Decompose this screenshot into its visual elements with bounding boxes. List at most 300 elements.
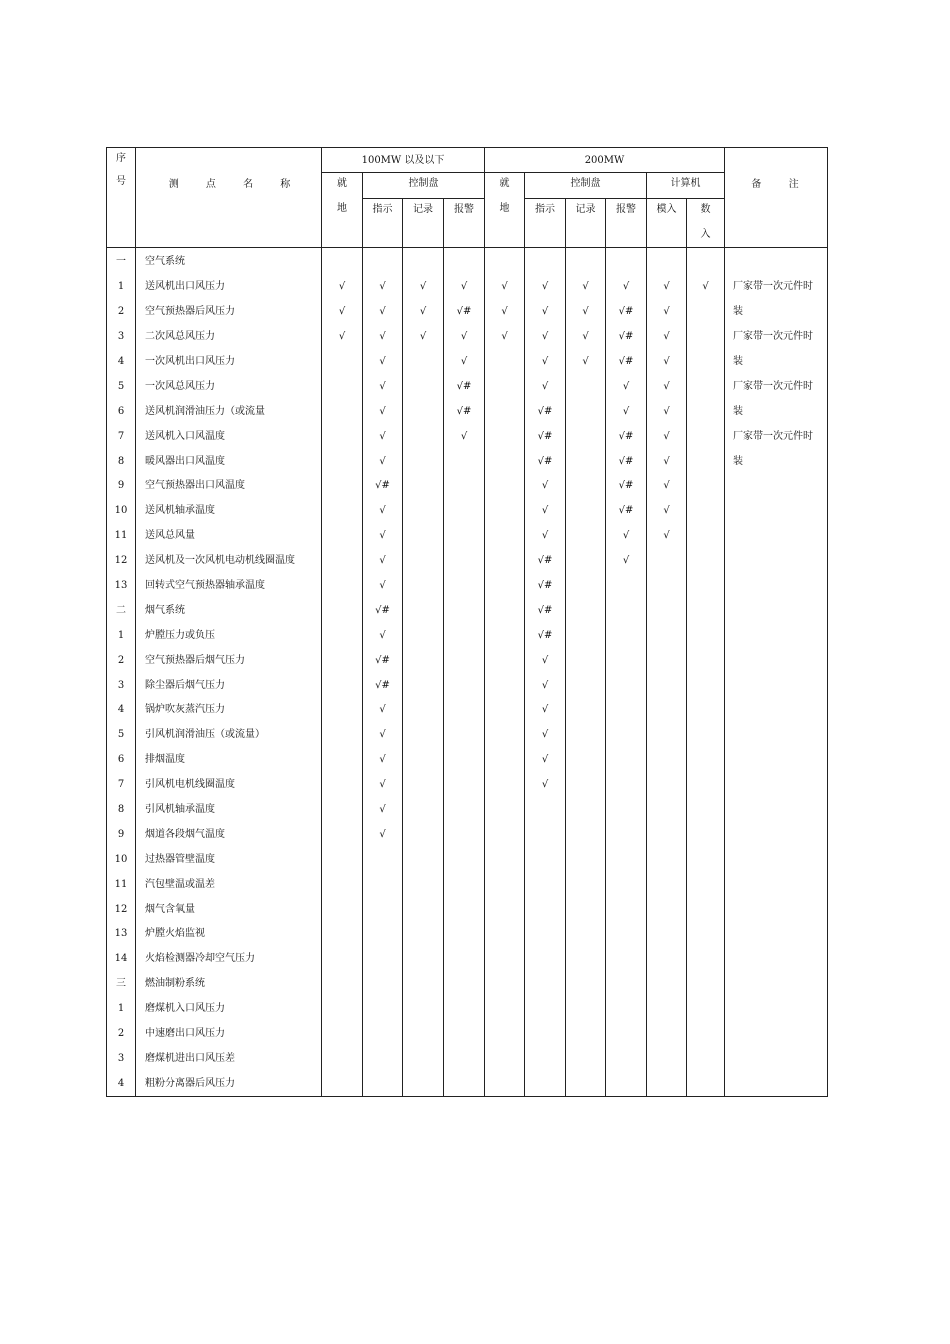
row-remark <box>725 922 828 947</box>
row-record-100-mark <box>403 549 444 574</box>
row-record-200-mark <box>566 1071 606 1096</box>
row-local-200-mark <box>485 648 525 673</box>
row-local-200-mark <box>485 773 525 798</box>
row-point-name: 送风机入口风温度 <box>136 424 322 449</box>
row-remark: 装 <box>725 300 828 325</box>
row-remark <box>725 623 828 648</box>
row-digital-in-mark <box>687 897 725 922</box>
row-point-name: 二次风总风压力 <box>136 325 322 350</box>
header-control-panel-200 <box>525 173 647 199</box>
row-alarm-100-mark <box>444 499 485 524</box>
table-row <box>107 723 828 748</box>
row-seq: 一 <box>107 248 136 275</box>
header-group-100-label: 100MW 以及以下 <box>361 155 445 166</box>
row-local-200-mark <box>485 574 525 599</box>
row-seq: 5 <box>107 374 136 399</box>
row-remark: 装 <box>725 449 828 474</box>
row-alarm-100-mark <box>444 972 485 997</box>
row-point-name: 引风机电机线圈温度 <box>136 773 322 798</box>
table-row <box>107 972 828 997</box>
row-alarm-200-mark <box>606 623 647 648</box>
row-record-100-mark <box>403 449 444 474</box>
row-analog-in-mark <box>647 623 687 648</box>
row-record-100-mark <box>403 972 444 997</box>
row-local-100-mark <box>322 574 363 599</box>
row-record-200-mark <box>566 248 606 275</box>
row-record-200-mark <box>566 872 606 897</box>
row-record-200-mark <box>566 847 606 872</box>
header-local-100-top: 就 <box>337 178 347 189</box>
row-local-100-mark <box>322 248 363 275</box>
row-indicate-200-mark <box>525 1022 566 1047</box>
row-indicate-200-mark: √ <box>525 499 566 524</box>
table-row <box>107 748 828 773</box>
table-row <box>107 474 828 499</box>
header-analog-in <box>647 199 687 248</box>
row-remark <box>725 648 828 673</box>
row-seq: 5 <box>107 723 136 748</box>
row-indicate-100-mark: √ <box>363 275 403 300</box>
row-digital-in-mark <box>687 872 725 897</box>
row-digital-in-mark <box>687 598 725 623</box>
row-alarm-200-mark: √# <box>606 300 647 325</box>
row-indicate-100-mark <box>363 972 403 997</box>
row-record-100-mark <box>403 399 444 424</box>
table-row <box>107 798 828 823</box>
header-control-panel-200-label: 控制盘 <box>570 178 601 189</box>
row-indicate-100-mark: √ <box>363 399 403 424</box>
row-point-name: 送风机出口风压力 <box>136 275 322 300</box>
row-analog-in-mark: √ <box>647 424 687 449</box>
row-local-100-mark <box>322 922 363 947</box>
row-indicate-100-mark: √ <box>363 549 403 574</box>
row-alarm-200-mark <box>606 798 647 823</box>
row-remark <box>725 598 828 623</box>
header-indicate-100-label: 指示 <box>372 204 393 215</box>
row-remark: 厂家带一次元件时 <box>725 275 828 300</box>
row-digital-in-mark <box>687 474 725 499</box>
row-seq: 12 <box>107 897 136 922</box>
row-seq: 13 <box>107 574 136 599</box>
header-seq <box>107 148 136 248</box>
header-digital-in <box>687 199 725 248</box>
row-seq: 3 <box>107 1047 136 1072</box>
row-record-200-mark: √ <box>566 300 606 325</box>
row-record-100-mark <box>403 922 444 947</box>
row-analog-in-mark <box>647 549 687 574</box>
row-digital-in-mark <box>687 325 725 350</box>
header-indicate-200 <box>525 199 566 248</box>
row-seq: 9 <box>107 822 136 847</box>
row-point-name: 烟气系统 <box>136 598 322 623</box>
row-alarm-100-mark: √# <box>444 300 485 325</box>
row-analog-in-mark <box>647 698 687 723</box>
row-record-100-mark <box>403 248 444 275</box>
row-digital-in-mark <box>687 773 725 798</box>
row-seq: 2 <box>107 300 136 325</box>
row-indicate-100-mark: √ <box>363 499 403 524</box>
row-indicate-200-mark: √ <box>525 350 566 375</box>
row-alarm-100-mark: √# <box>444 374 485 399</box>
row-indicate-200-mark <box>525 822 566 847</box>
row-alarm-100-mark <box>444 773 485 798</box>
row-indicate-200-mark: √ <box>525 698 566 723</box>
table-row <box>107 399 828 424</box>
row-local-100-mark <box>322 1071 363 1096</box>
header-local-100-bottom: 地 <box>337 203 347 214</box>
row-indicate-100-mark: √ <box>363 300 403 325</box>
row-alarm-200-mark <box>606 872 647 897</box>
row-alarm-100-mark <box>444 1071 485 1096</box>
row-record-100-mark <box>403 623 444 648</box>
row-point-name: 引风机轴承温度 <box>136 798 322 823</box>
row-record-100-mark <box>403 1047 444 1072</box>
row-local-200-mark: √ <box>485 325 525 350</box>
row-digital-in-mark <box>687 374 725 399</box>
row-indicate-200-mark <box>525 1071 566 1096</box>
row-indicate-200-mark <box>525 798 566 823</box>
row-indicate-200-mark: √ <box>525 325 566 350</box>
row-record-200-mark <box>566 723 606 748</box>
row-indicate-200-mark: √ <box>525 748 566 773</box>
row-local-100-mark <box>322 723 363 748</box>
row-indicate-200-mark: √# <box>525 598 566 623</box>
row-analog-in-mark <box>647 723 687 748</box>
row-point-name: 烟道各段烟气温度 <box>136 822 322 847</box>
row-local-200-mark <box>485 524 525 549</box>
row-local-100-mark <box>322 623 363 648</box>
row-record-200-mark <box>566 997 606 1022</box>
row-seq: 12 <box>107 549 136 574</box>
row-record-200-mark <box>566 574 606 599</box>
row-analog-in-mark: √ <box>647 300 687 325</box>
row-local-200-mark <box>485 1022 525 1047</box>
row-record-200-mark <box>566 673 606 698</box>
row-local-100-mark <box>322 698 363 723</box>
row-point-name: 排烟温度 <box>136 748 322 773</box>
row-indicate-100-mark: √ <box>363 798 403 823</box>
row-alarm-200-mark: √ <box>606 524 647 549</box>
table-header <box>107 148 828 248</box>
row-indicate-200-mark: √ <box>525 374 566 399</box>
row-analog-in-mark <box>647 1022 687 1047</box>
row-remark <box>725 947 828 972</box>
row-analog-in-mark <box>647 972 687 997</box>
row-alarm-200-mark <box>606 648 647 673</box>
header-group-100 <box>322 148 485 173</box>
row-local-200-mark: √ <box>485 275 525 300</box>
header-local-200 <box>485 173 525 248</box>
header-digital-in-bottom: 入 <box>700 229 711 240</box>
row-record-200-mark: √ <box>566 350 606 375</box>
row-local-200-mark: √ <box>485 300 525 325</box>
table-row <box>107 648 828 673</box>
row-analog-in-mark: √ <box>647 325 687 350</box>
row-analog-in-mark: √ <box>647 474 687 499</box>
row-alarm-100-mark <box>444 847 485 872</box>
row-record-200-mark <box>566 474 606 499</box>
row-alarm-200-mark <box>606 1022 647 1047</box>
row-point-name: 炉膛火焰监视 <box>136 922 322 947</box>
table-row <box>107 1047 828 1072</box>
row-local-100-mark <box>322 598 363 623</box>
row-alarm-200-mark <box>606 773 647 798</box>
row-alarm-100-mark: √ <box>444 424 485 449</box>
table-row <box>107 325 828 350</box>
row-seq: 11 <box>107 524 136 549</box>
row-record-200-mark <box>566 399 606 424</box>
row-remark <box>725 524 828 549</box>
row-local-100-mark <box>322 524 363 549</box>
table-row <box>107 248 828 275</box>
row-point-name: 烟气含氧量 <box>136 897 322 922</box>
row-remark: 装 <box>725 399 828 424</box>
header-digital-in-top: 数 <box>700 204 711 215</box>
row-point-name: 引风机润滑油压（或流量） <box>136 723 322 748</box>
row-point-name: 送风机润滑油压力（或流量 <box>136 399 322 424</box>
row-digital-in-mark <box>687 350 725 375</box>
row-indicate-100-mark <box>363 997 403 1022</box>
row-local-100-mark <box>322 847 363 872</box>
row-alarm-200-mark: √# <box>606 449 647 474</box>
row-remark <box>725 1071 828 1096</box>
row-analog-in-mark <box>647 574 687 599</box>
row-seq: 7 <box>107 773 136 798</box>
row-local-200-mark <box>485 847 525 872</box>
row-alarm-100-mark <box>444 798 485 823</box>
row-record-100-mark <box>403 723 444 748</box>
row-record-200-mark <box>566 1022 606 1047</box>
row-alarm-100-mark <box>444 698 485 723</box>
row-analog-in-mark <box>647 598 687 623</box>
row-record-100-mark <box>403 997 444 1022</box>
row-local-200-mark <box>485 248 525 275</box>
row-local-100-mark: √ <box>322 275 363 300</box>
table-row <box>107 300 828 325</box>
row-indicate-100-mark: √ <box>363 374 403 399</box>
row-record-100-mark <box>403 872 444 897</box>
row-indicate-100-mark: √ <box>363 773 403 798</box>
row-indicate-200-mark <box>525 947 566 972</box>
row-point-name: 磨煤机入口风压力 <box>136 997 322 1022</box>
row-seq: 6 <box>107 748 136 773</box>
row-alarm-200-mark <box>606 897 647 922</box>
row-digital-in-mark <box>687 822 725 847</box>
header-group-200 <box>485 148 725 173</box>
row-record-100-mark <box>403 574 444 599</box>
row-record-200-mark <box>566 698 606 723</box>
row-point-name: 空气预热器后风压力 <box>136 300 322 325</box>
row-digital-in-mark <box>687 1022 725 1047</box>
row-remark <box>725 847 828 872</box>
row-record-100-mark <box>403 847 444 872</box>
row-analog-in-mark <box>647 773 687 798</box>
row-analog-in-mark <box>647 922 687 947</box>
row-local-100-mark <box>322 549 363 574</box>
row-record-100-mark <box>403 947 444 972</box>
row-record-100-mark <box>403 773 444 798</box>
row-seq: 8 <box>107 798 136 823</box>
measurement-point-table <box>106 147 828 1097</box>
row-remark <box>725 574 828 599</box>
row-alarm-200-mark: √# <box>606 350 647 375</box>
row-alarm-200-mark <box>606 748 647 773</box>
row-digital-in-mark <box>687 648 725 673</box>
row-remark: 装 <box>725 350 828 375</box>
row-digital-in-mark <box>687 723 725 748</box>
row-indicate-200-mark: √ <box>525 673 566 698</box>
row-analog-in-mark <box>647 847 687 872</box>
row-seq: 14 <box>107 947 136 972</box>
row-remark <box>725 723 828 748</box>
table-row <box>107 549 828 574</box>
row-indicate-200-mark: √ <box>525 723 566 748</box>
row-record-100-mark <box>403 374 444 399</box>
row-analog-in-mark: √ <box>647 399 687 424</box>
row-alarm-100-mark <box>444 673 485 698</box>
row-analog-in-mark <box>647 1071 687 1096</box>
row-remark <box>725 474 828 499</box>
row-record-100-mark <box>403 1071 444 1096</box>
row-seq: 10 <box>107 499 136 524</box>
table-row <box>107 673 828 698</box>
row-remark <box>725 499 828 524</box>
row-remark <box>725 248 828 275</box>
row-digital-in-mark <box>687 947 725 972</box>
row-alarm-100-mark <box>444 748 485 773</box>
row-local-100-mark <box>322 350 363 375</box>
row-remark <box>725 972 828 997</box>
row-alarm-100-mark <box>444 574 485 599</box>
row-point-name: 粗粉分离器后风压力 <box>136 1071 322 1096</box>
row-alarm-200-mark <box>606 1071 647 1096</box>
row-digital-in-mark <box>687 972 725 997</box>
row-indicate-200-mark: √# <box>525 574 566 599</box>
row-indicate-100-mark <box>363 1022 403 1047</box>
row-local-200-mark <box>485 798 525 823</box>
header-local-200-top: 就 <box>499 178 510 189</box>
row-digital-in-mark <box>687 847 725 872</box>
row-alarm-100-mark <box>444 524 485 549</box>
row-alarm-100-mark <box>444 598 485 623</box>
row-alarm-200-mark <box>606 598 647 623</box>
row-indicate-200-mark <box>525 1047 566 1072</box>
row-local-200-mark <box>485 549 525 574</box>
row-digital-in-mark <box>687 499 725 524</box>
row-alarm-100-mark <box>444 449 485 474</box>
row-indicate-100-mark: √ <box>363 698 403 723</box>
row-local-100-mark <box>322 997 363 1022</box>
row-point-name: 过热器管壁温度 <box>136 847 322 872</box>
row-record-200-mark <box>566 798 606 823</box>
table-row <box>107 524 828 549</box>
row-record-200-mark <box>566 947 606 972</box>
row-analog-in-mark: √ <box>647 374 687 399</box>
row-record-200-mark <box>566 499 606 524</box>
header-name <box>136 148 322 248</box>
row-digital-in-mark <box>687 424 725 449</box>
row-alarm-200-mark <box>606 574 647 599</box>
row-point-name: 汽包壁温或温差 <box>136 872 322 897</box>
row-local-100-mark: √ <box>322 325 363 350</box>
row-seq: 9 <box>107 474 136 499</box>
row-indicate-200-mark: √ <box>525 524 566 549</box>
row-record-100-mark: √ <box>403 300 444 325</box>
row-indicate-200-mark: √ <box>525 648 566 673</box>
row-alarm-100-mark <box>444 897 485 922</box>
row-indicate-200-mark <box>525 922 566 947</box>
row-remark: 厂家带一次元件时 <box>725 424 828 449</box>
row-point-name: 中速磨出口风压力 <box>136 1022 322 1047</box>
row-local-100-mark <box>322 673 363 698</box>
row-digital-in-mark <box>687 549 725 574</box>
table-row <box>107 698 828 723</box>
row-local-100-mark <box>322 399 363 424</box>
row-local-200-mark <box>485 723 525 748</box>
row-alarm-200-mark <box>606 922 647 947</box>
row-indicate-100-mark: √# <box>363 598 403 623</box>
row-indicate-100-mark: √ <box>363 449 403 474</box>
table-row <box>107 872 828 897</box>
header-indicate-100 <box>363 199 403 248</box>
row-alarm-100-mark <box>444 248 485 275</box>
row-seq: 13 <box>107 922 136 947</box>
row-alarm-200-mark <box>606 822 647 847</box>
row-record-200-mark <box>566 972 606 997</box>
row-alarm-200-mark: √# <box>606 424 647 449</box>
row-alarm-200-mark <box>606 673 647 698</box>
table-row <box>107 275 828 300</box>
table-row <box>107 499 828 524</box>
row-record-100-mark: √ <box>403 275 444 300</box>
row-indicate-100-mark: √ <box>363 574 403 599</box>
row-alarm-200-mark: √ <box>606 275 647 300</box>
row-remark <box>725 897 828 922</box>
row-seq: 1 <box>107 623 136 648</box>
row-indicate-100-mark <box>363 1071 403 1096</box>
row-alarm-200-mark: √ <box>606 374 647 399</box>
row-local-200-mark <box>485 499 525 524</box>
row-local-100-mark <box>322 798 363 823</box>
row-point-name: 暖风器出口风温度 <box>136 449 322 474</box>
row-record-100-mark <box>403 698 444 723</box>
row-alarm-200-mark: √# <box>606 325 647 350</box>
row-analog-in-mark <box>647 822 687 847</box>
row-record-200-mark <box>566 623 606 648</box>
row-local-100-mark <box>322 449 363 474</box>
row-digital-in-mark <box>687 300 725 325</box>
row-seq: 2 <box>107 648 136 673</box>
table-row <box>107 374 828 399</box>
row-digital-in-mark <box>687 524 725 549</box>
row-seq: 3 <box>107 325 136 350</box>
table-row <box>107 922 828 947</box>
row-indicate-100-mark <box>363 872 403 897</box>
row-indicate-100-mark: √ <box>363 424 403 449</box>
row-indicate-100-mark: √ <box>363 723 403 748</box>
row-alarm-100-mark <box>444 947 485 972</box>
row-analog-in-mark: √ <box>647 275 687 300</box>
row-alarm-100-mark <box>444 648 485 673</box>
header-control-panel-100 <box>363 173 485 199</box>
row-remark: 厂家带一次元件时 <box>725 374 828 399</box>
row-remark <box>725 872 828 897</box>
row-alarm-200-mark <box>606 698 647 723</box>
table-row <box>107 947 828 972</box>
row-record-200-mark <box>566 1047 606 1072</box>
row-indicate-100-mark: √# <box>363 474 403 499</box>
header-record-100 <box>403 199 444 248</box>
